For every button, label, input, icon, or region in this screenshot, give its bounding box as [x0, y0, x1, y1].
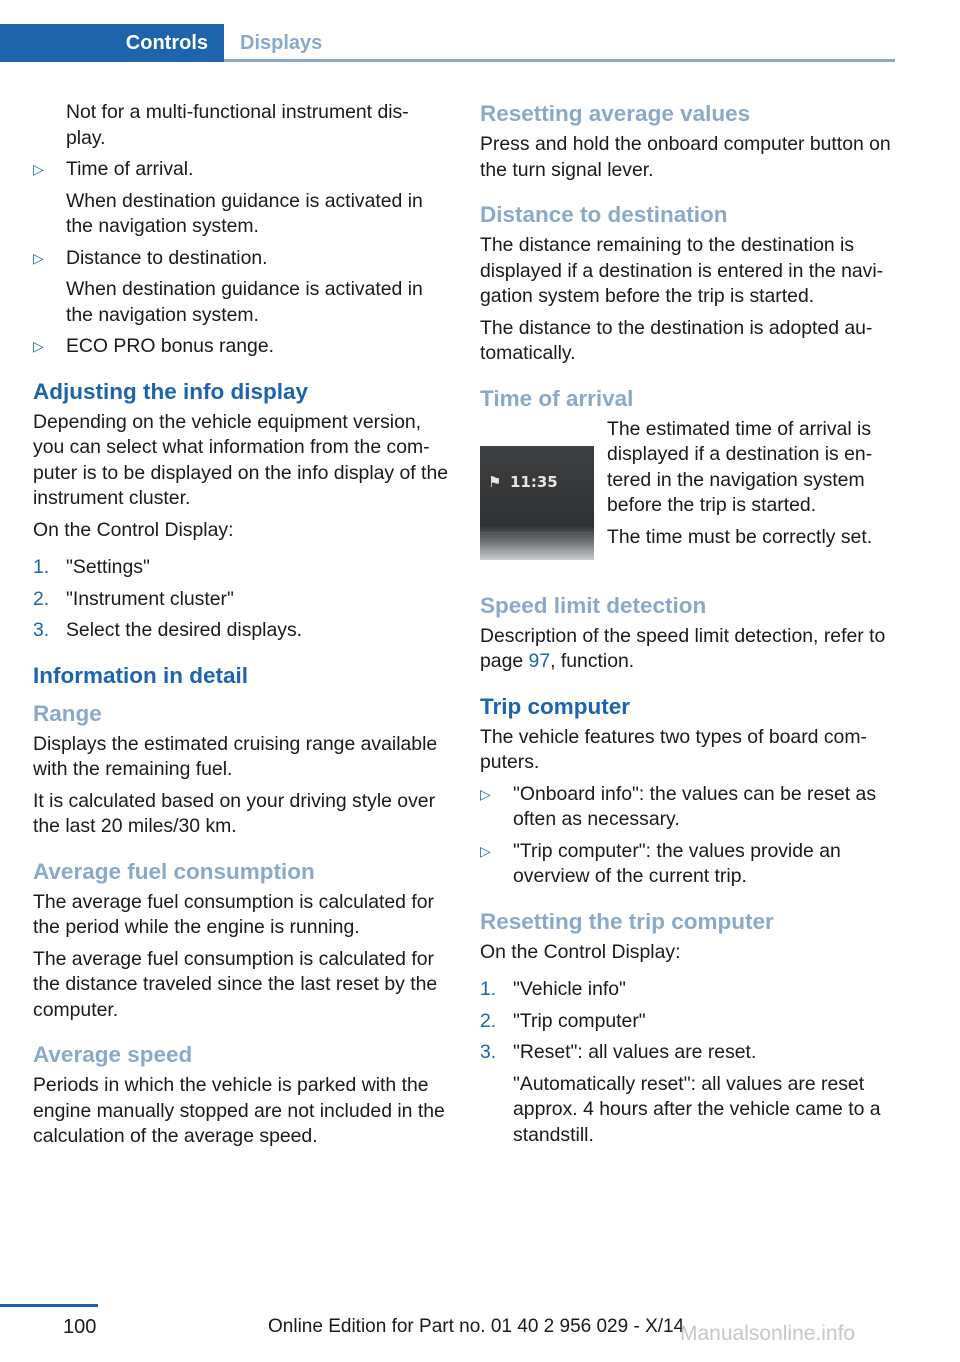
step-number: 1. [480, 978, 497, 1000]
heading-resetting-average: Resetting average values [480, 101, 751, 126]
heading-average-fuel: Average fuel consumption [33, 858, 315, 884]
heading-adjusting: Adjusting the info display [33, 378, 308, 404]
step-number: 3. [480, 1041, 497, 1063]
bullet-text: "Trip computer": the values provide an overview of the current trip. [513, 839, 841, 887]
list-item [33, 587, 451, 613]
right-column [480, 100, 898, 1154]
step-number: 2. [480, 1009, 497, 1032]
tab-controls[interactable] [0, 24, 224, 62]
step-number: 2. [33, 587, 50, 610]
paragraph: The vehicle features two types of board com-puters. [480, 725, 867, 773]
text-span: , function. [550, 650, 635, 672]
text-span: Description of the speed limit detection, refer to page [480, 624, 886, 672]
heading-range: Range [33, 700, 102, 726]
page-link[interactable]: 97 [528, 650, 551, 672]
step-text: "Settings" [66, 556, 150, 578]
triangle-bullet-icon: ▷ [480, 785, 491, 802]
page-header [0, 0, 895, 62]
step-sub: "Automatically reset": all values are reset approx. 4 hours after the vehicle came to a standstill. [513, 1072, 881, 1146]
paragraph: Depending on the vehicle equipment version, you can select what information from the com-puter is to be displayed on the info display of the instrument cluster. [33, 410, 449, 509]
triangle-bullet-icon: ▷ [33, 338, 44, 354]
step-text: "Reset": all values are reset. [513, 1041, 757, 1063]
paragraph: The distance remaining to the destination is displayed if a destination is entered in the navi-gation system before the trip is started. [480, 234, 884, 307]
paragraph: It is calculated based on your driving style over the last 20 miles/30 km. [33, 789, 436, 837]
tab-displays[interactable]: Displays [240, 32, 323, 54]
paragraph [480, 624, 898, 675]
step-text: "Trip computer" [513, 1009, 646, 1032]
paragraph: The estimated time of arrival is displayed if a destination is en-tered in the navigation system before the trip is started. [607, 417, 873, 516]
bullet-sub: When destination guidance is activated in the navigation system. [66, 189, 423, 237]
flag-icon: ⚑ [488, 472, 502, 491]
arrival-display-image [480, 446, 594, 560]
list-item [33, 618, 451, 644]
paragraph: On the Control Display: [33, 518, 234, 541]
arrival-clock-readout [488, 470, 558, 496]
list-item [480, 782, 898, 833]
paragraph: The average fuel consumption is calculated for the period while the engine is running. [33, 890, 434, 938]
display-divider [480, 532, 594, 533]
step-text: "Vehicle info" [513, 978, 626, 1000]
left-column [33, 100, 451, 1156]
list-item [480, 839, 898, 890]
heading-trip-computer: Trip computer [480, 693, 631, 719]
heading-resetting-trip: Resetting the trip computer [480, 908, 774, 934]
header-divider [224, 59, 895, 62]
list-item [480, 1040, 898, 1148]
triangle-bullet-icon: ▷ [480, 842, 491, 859]
heading-information-detail: Information in detail [33, 662, 249, 688]
list-item [480, 977, 898, 1003]
watermark: Manualsonline.info [680, 1322, 856, 1345]
step-text: "Instrument cluster" [66, 587, 234, 610]
tab-controls-label: Controls [125, 31, 208, 54]
bullet-sub: When destination guidance is activated in the navigation system. [66, 278, 423, 326]
bullet-text: "Onboard info": the values can be reset as often as necessary. [513, 782, 877, 830]
triangle-bullet-icon: ▷ [33, 161, 44, 177]
intro-continuation: Not for a multi-functional instrument dis- play. [66, 101, 409, 149]
bullet-title: Distance to destination. [66, 246, 268, 269]
heading-average-speed: Average speed [33, 1042, 193, 1067]
footer-divider [0, 1304, 98, 1307]
arrival-clock-time: 11:35 [510, 472, 558, 491]
page-number: 100 [63, 1316, 97, 1338]
list-item [33, 246, 451, 329]
arrival-block [480, 417, 898, 582]
list-item [33, 334, 451, 360]
step-text: Select the desired displays. [66, 619, 303, 641]
bullet-title: Time of arrival. [66, 158, 194, 180]
paragraph: Press and hold the onboard computer button on the turn signal lever. [480, 133, 891, 181]
heading-time-arrival: Time of arrival [480, 385, 634, 411]
triangle-bullet-icon: ▷ [33, 249, 44, 266]
paragraph: The average fuel consumption is calculated for the distance traveled since the last reset by the computer. [33, 947, 438, 1021]
paragraph: The distance to the destination is adopted au-tomatically. [480, 316, 873, 364]
heading-distance-destination: Distance to destination [480, 202, 728, 227]
list-item [480, 1009, 898, 1035]
list-item [33, 555, 451, 581]
paragraph: Periods in which the vehicle is parked with the engine manually stopped are not included in the calculation of the average speed. [33, 1074, 445, 1147]
step-number: 3. [33, 619, 50, 641]
heading-speed-limit: Speed limit detection [480, 592, 707, 618]
bullet-title: ECO PRO bonus range. [66, 335, 275, 357]
paragraph: The time must be correctly set. [607, 525, 873, 548]
list-item [33, 157, 451, 240]
edition-note: Online Edition for Part no. 01 40 2 956 029 - X/14 [268, 1316, 685, 1337]
paragraph: On the Control Display: [480, 940, 681, 963]
paragraph: Displays the estimated cruising range available with the remaining fuel. [33, 732, 438, 780]
step-number: 1. [33, 556, 50, 578]
